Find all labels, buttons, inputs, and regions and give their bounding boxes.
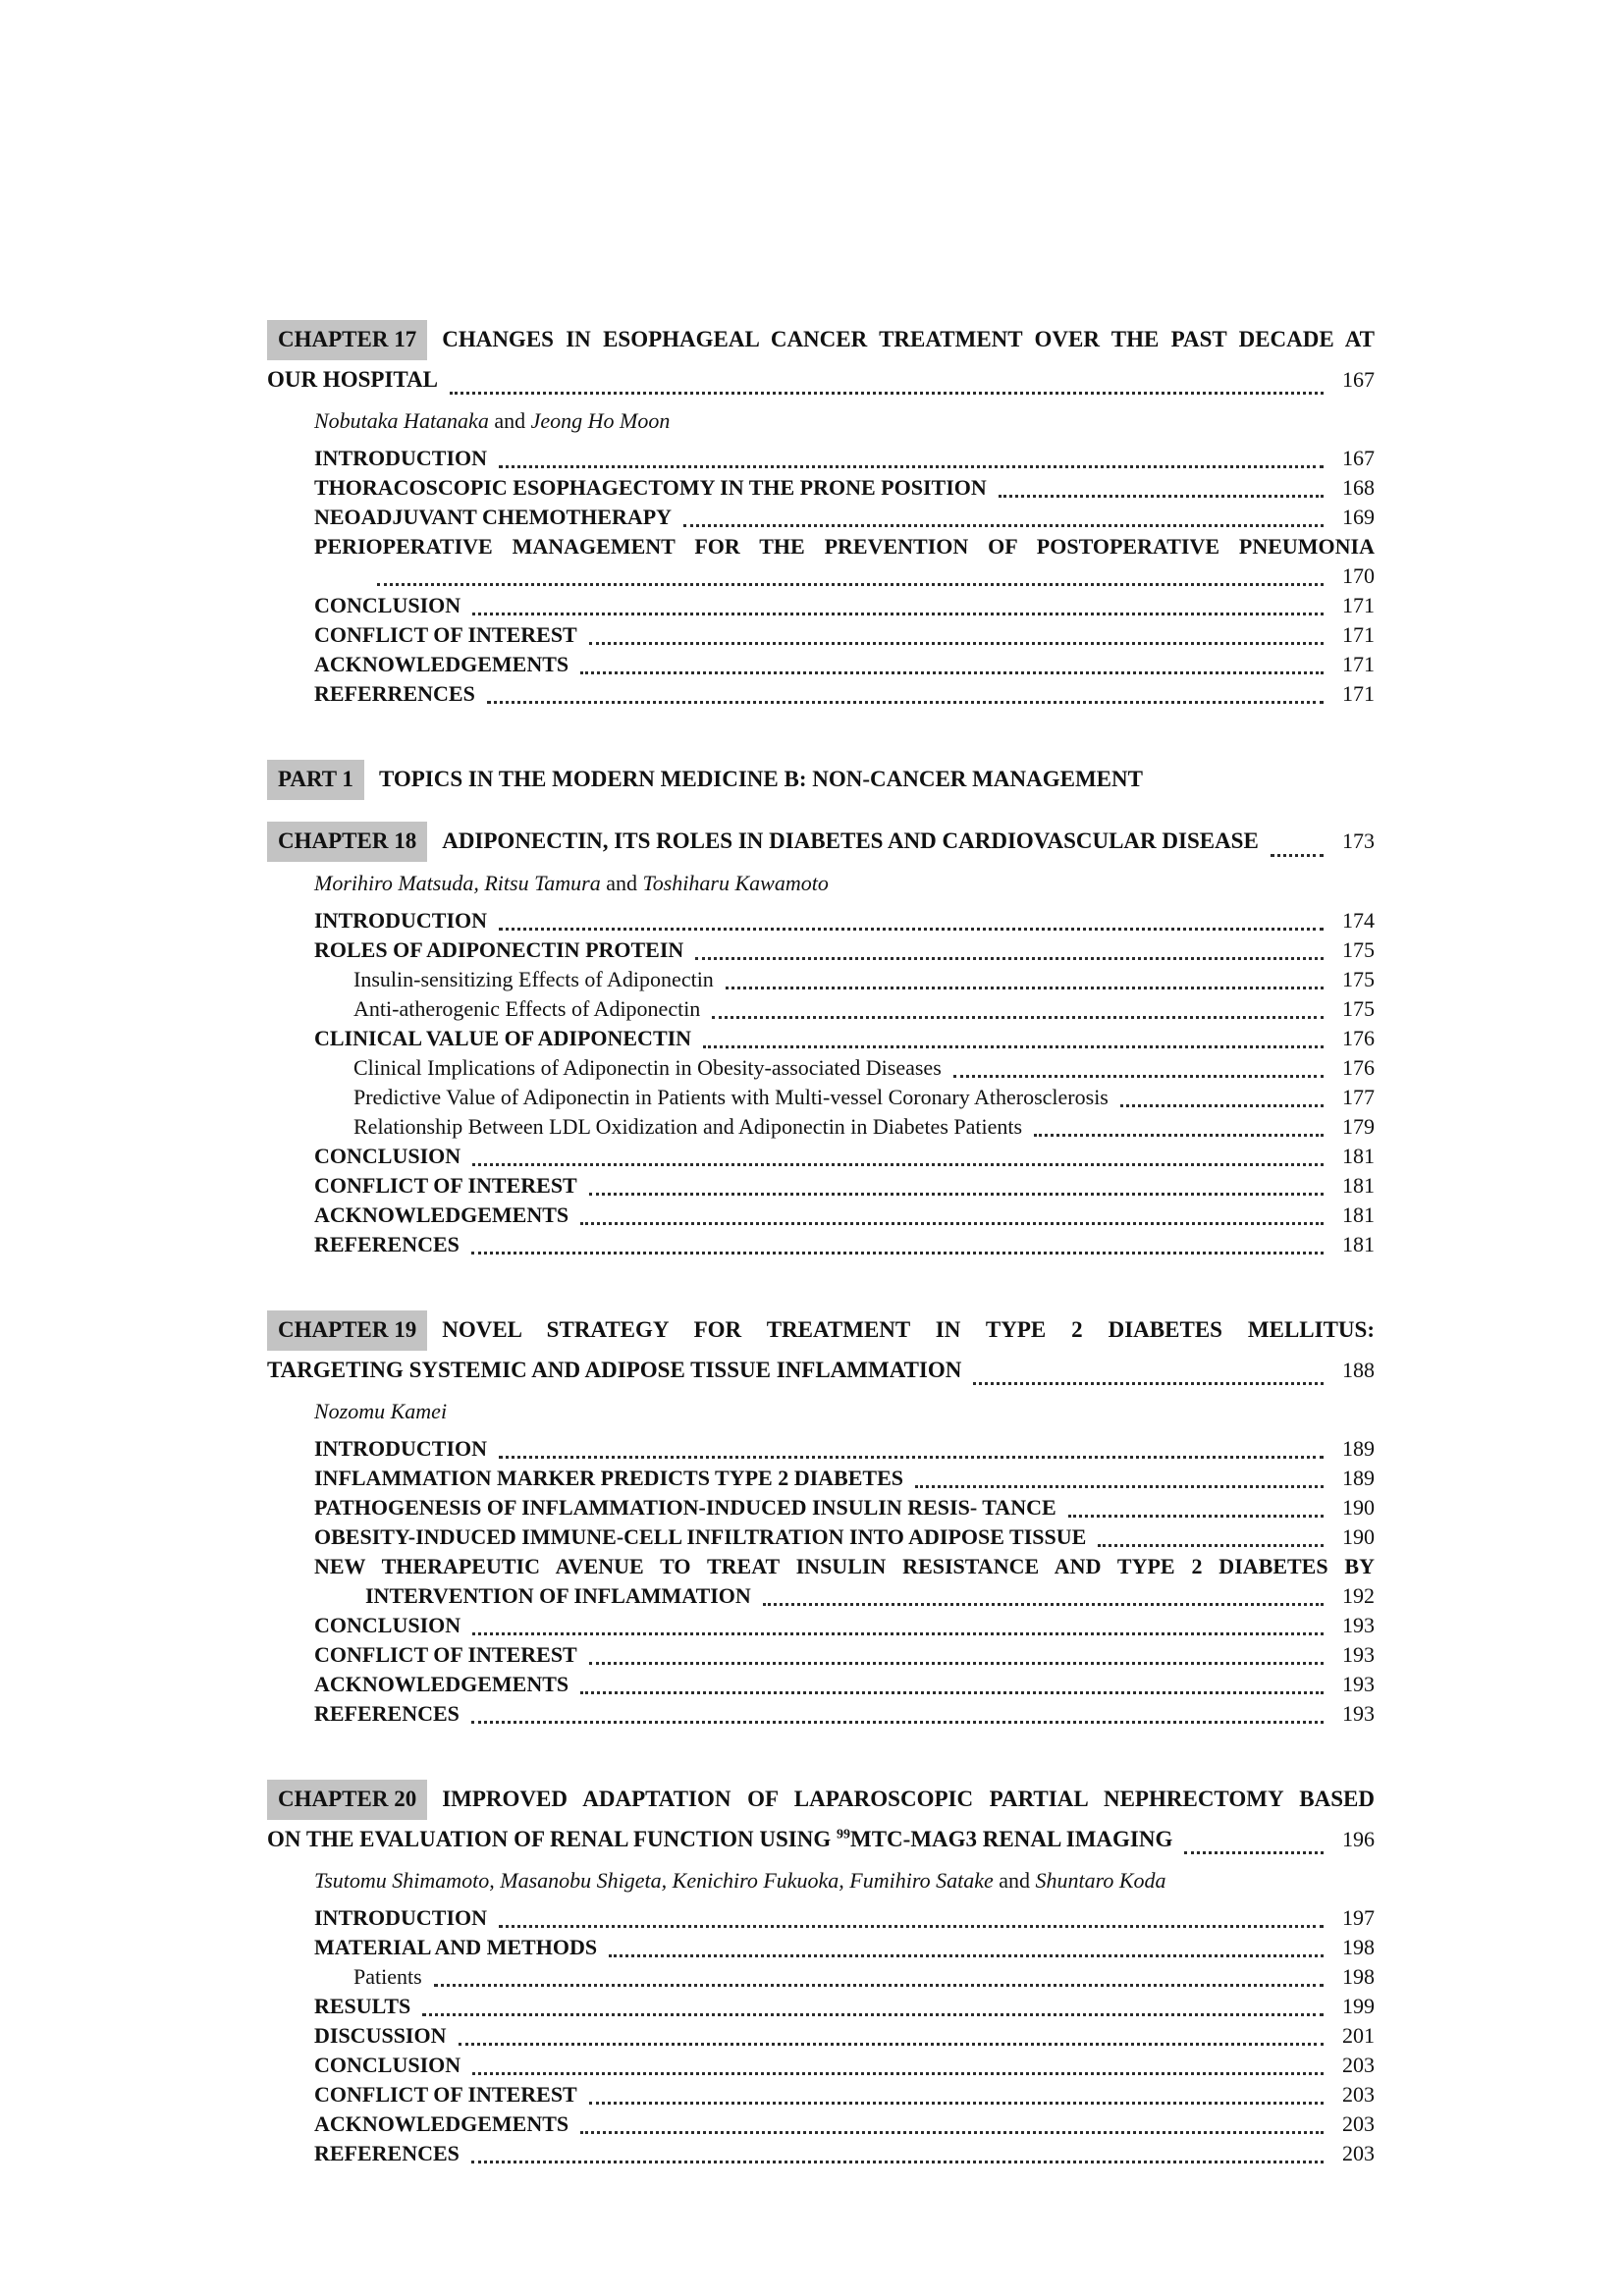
toc-entry: [267, 1112, 1375, 1142]
title-text: OUR HOSPITAL: [267, 367, 439, 392]
toc-entry: [267, 1434, 1375, 1464]
title-text: NOVEL STRATEGY FOR TREATMENT IN TYPE 2 DIABETES MELLITUS:: [442, 1317, 1375, 1342]
page-number: 203: [1342, 2053, 1375, 2077]
dotted-leader: [434, 1984, 1324, 1987]
toc-entry: [267, 2139, 1375, 2168]
page-number: 190: [1342, 1524, 1375, 1549]
entry-text: RESULTS: [314, 1994, 411, 2018]
author-conjunction: and: [488, 408, 531, 433]
page-number: 181: [1342, 1173, 1375, 1198]
toc-entry: [267, 2051, 1375, 2080]
entry-text: ROLES OF ADIPONECTIN PROTEIN: [314, 937, 684, 962]
author-name: Toshiharu Kawamoto: [642, 871, 829, 895]
page-number: 171: [1342, 622, 1375, 647]
toc-entry: [267, 532, 1375, 561]
entry-text: CONCLUSION: [314, 1613, 461, 1637]
entry-text: CONCLUSION: [314, 1144, 461, 1168]
toc-entry: [267, 1053, 1375, 1083]
author-name: Nozomu Kamei: [314, 1399, 448, 1423]
toc-entry: [267, 473, 1375, 503]
toc-entry: [267, 1670, 1375, 1699]
chapter-label: CHAPTER 20: [267, 1780, 427, 1820]
toc-entry: [267, 650, 1375, 679]
page-number: 170: [1342, 563, 1375, 588]
superscript-isotope: 99: [837, 1827, 850, 1842]
toc-content: [267, 320, 1375, 2219]
dotted-leader: [703, 1045, 1324, 1048]
dotted-leader: [1120, 1104, 1324, 1107]
page-number: 199: [1342, 1994, 1375, 2018]
dotted-leader: [472, 613, 1324, 615]
toc-entry: [267, 1522, 1375, 1552]
title-text: TOPICS IN THE MODERN MEDICINE B: NON-CANCER MANAGEMENT: [378, 767, 1143, 791]
dotted-leader: [589, 642, 1324, 645]
dotted-leader: [580, 1222, 1324, 1225]
entry-text: Anti-atherogenic Effects of Adiponectin: [353, 996, 701, 1021]
toc-entry: [267, 965, 1375, 994]
title-text: CHANGES IN ESOPHAGEAL CANCER TREATMENT OVER THE PAST DECADE AT: [442, 327, 1375, 351]
page-number: 171: [1342, 681, 1375, 706]
entry-text: CONCLUSION: [314, 2053, 461, 2077]
dotted-leader: [683, 524, 1324, 527]
chapter-title-line: [267, 360, 1375, 400]
dotted-leader: [589, 1662, 1324, 1665]
title-text-pre: ON THE EVALUATION OF RENAL FUNCTION USING: [267, 1827, 837, 1851]
author-conjunction: and: [600, 871, 643, 895]
entry-text: DISCUSSION: [314, 2023, 447, 2048]
dotted-leader: [763, 1603, 1324, 1606]
toc-section-chapter-17: [267, 320, 1375, 709]
authors-line: [267, 1393, 1375, 1429]
entry-text: OBESITY-INDUCED IMMUNE-CELL INFILTRATION INTO ADIPOSE TISSUE: [314, 1524, 1087, 1549]
dotted-leader: [377, 583, 1324, 586]
page-number: 188: [1342, 1358, 1375, 1382]
page-number: 193: [1342, 1613, 1375, 1637]
page-number: 169: [1342, 505, 1375, 529]
dotted-leader: [499, 465, 1324, 468]
toc-entry: [267, 1171, 1375, 1201]
authors-line: [267, 865, 1375, 901]
page-number: 203: [1342, 2111, 1375, 2136]
dotted-leader: [471, 1252, 1324, 1255]
entry-text: INFLAMMATION MARKER PREDICTS TYPE 2 DIABETES: [314, 1466, 903, 1490]
entry-text: INTRODUCTION: [314, 908, 488, 933]
chapter-label: CHAPTER 17: [267, 320, 427, 360]
page-number: 177: [1342, 1085, 1375, 1109]
author-conjunction: and: [993, 1868, 1036, 1893]
entry-text: CONCLUSION: [314, 593, 461, 617]
entry-text: REFERENCES: [314, 1701, 460, 1726]
page-number: 173: [1342, 828, 1375, 853]
toc-entries: [267, 906, 1375, 1259]
dotted-leader: [589, 1193, 1324, 1196]
toc-entry: [267, 994, 1375, 1024]
entry-text: ACKNOWLEDGEMENTS: [314, 1672, 569, 1696]
dotted-leader: [1034, 1134, 1324, 1137]
toc-entry: [267, 444, 1375, 473]
toc-entries: [267, 1434, 1375, 1729]
page-number: 176: [1342, 1055, 1375, 1080]
part-title-line: [267, 760, 1375, 800]
dotted-leader: [589, 2102, 1324, 2105]
entry-text: PATHOGENESIS OF INFLAMMATION-INDUCED INSULIN RESIS- TANCE: [314, 1495, 1056, 1520]
toc-section-chapter-19: [267, 1310, 1375, 1729]
entry-text: Clinical Implications of Adiponectin in Obesity-associated Diseases: [353, 1055, 942, 1080]
toc-section-part-1: [267, 760, 1375, 800]
toc-entry: [267, 620, 1375, 650]
entry-text: CONFLICT OF INTEREST: [314, 1642, 577, 1667]
entry-text: CONFLICT OF INTEREST: [314, 2082, 577, 2107]
page-number: 190: [1342, 1495, 1375, 1520]
page-number: 181: [1342, 1144, 1375, 1168]
page-number: 193: [1342, 1672, 1375, 1696]
page-number: 201: [1342, 2023, 1375, 2048]
dotted-leader: [712, 1016, 1324, 1019]
toc-entry: [267, 906, 1375, 935]
dotted-leader: [422, 2013, 1324, 2016]
dotted-leader: [1271, 854, 1324, 857]
toc-entry: [267, 1933, 1375, 1962]
dotted-leader: [726, 987, 1324, 989]
page-number: 197: [1342, 1905, 1375, 1930]
authors-line: [267, 402, 1375, 439]
dotted-leader: [953, 1075, 1324, 1078]
page-number: 189: [1342, 1466, 1375, 1490]
page-number: 198: [1342, 1964, 1375, 1989]
toc-entry: [267, 1083, 1375, 1112]
toc-entries: [267, 444, 1375, 709]
dotted-leader: [499, 1456, 1324, 1459]
toc-entry: [267, 1903, 1375, 1933]
title-text: TARGETING SYSTEMIC AND ADIPOSE TISSUE INFLAMMATION: [267, 1358, 962, 1382]
page-number: 193: [1342, 1642, 1375, 1667]
toc-entries: [267, 1903, 1375, 2168]
toc-entry: [267, 1699, 1375, 1729]
toc-entry: [267, 503, 1375, 532]
toc-entry: [267, 1962, 1375, 1992]
entry-text: CONFLICT OF INTEREST: [314, 1173, 577, 1198]
page-number: 175: [1342, 937, 1375, 962]
dotted-leader: [499, 928, 1324, 931]
dotted-leader: [472, 1632, 1324, 1635]
dotted-leader: [471, 1721, 1324, 1724]
entry-text: CONFLICT OF INTEREST: [314, 622, 577, 647]
page-number: 175: [1342, 996, 1375, 1021]
entry-text: ACKNOWLEDGEMENTS: [314, 652, 569, 676]
chapter-label: CHAPTER 19: [267, 1310, 427, 1351]
author-name: Jeong Ho Moon: [530, 408, 671, 433]
dotted-leader: [487, 701, 1324, 704]
toc-section-chapter-20: [267, 1780, 1375, 2168]
dotted-leader: [609, 1954, 1324, 1957]
toc-entry: [267, 591, 1375, 620]
page-number: 203: [1342, 2082, 1375, 2107]
title-text: [267, 1820, 1172, 1859]
dotted-leader: [999, 495, 1324, 498]
dotted-leader: [1068, 1515, 1324, 1518]
page-number: 193: [1342, 1701, 1375, 1726]
title-text: IMPROVED ADAPTATION OF LAPAROSCOPIC PARTIAL NEPHRECTOMY BASED: [442, 1787, 1375, 1811]
entry-text: Patients: [353, 1964, 422, 1989]
dotted-leader: [472, 1163, 1324, 1166]
toc-entry: [267, 1493, 1375, 1522]
chapter-label: CHAPTER 18: [267, 822, 427, 862]
part-label: PART 1: [267, 760, 364, 800]
author-name: Tsutomu Shimamoto, Masanobu Shigeta, Kenichiro Fukuoka, Fumihiro Satake: [314, 1868, 994, 1893]
page-number: 192: [1342, 1583, 1375, 1608]
toc-entry: [267, 1640, 1375, 1670]
authors-line: [267, 1862, 1375, 1898]
title-text: ADIPONECTIN, ITS ROLES IN DIABETES AND CARDIOVASCULAR DISEASE: [442, 828, 1259, 853]
toc-entry: [267, 1230, 1375, 1259]
toc-entry: [267, 679, 1375, 709]
chapter-title-line: [267, 1820, 1375, 1859]
page-number: 176: [1342, 1026, 1375, 1050]
toc-entry: [267, 935, 1375, 965]
entry-text: INTRODUCTION: [314, 1436, 488, 1461]
dotted-leader: [459, 2043, 1325, 2046]
entry-text: REFERENCES: [314, 1232, 460, 1256]
chapter-title-line: [267, 1780, 1375, 1820]
page-number: 181: [1342, 1232, 1375, 1256]
page-number: 196: [1342, 1827, 1375, 1851]
entry-text: Predictive Value of Adiponectin in Patients with Multi-vessel Coronary Atherosclerosis: [353, 1085, 1109, 1109]
chapter-title-line: [267, 1351, 1375, 1390]
author-name: Nobutaka Hatanaka: [314, 408, 489, 433]
entry-text: Relationship Between LDL Oxidization and Adiponectin in Diabetes Patients: [353, 1114, 1023, 1139]
entry-text: CLINICAL VALUE OF ADIPONECTIN: [314, 1026, 692, 1050]
author-name: Morihiro Matsuda, Ritsu Tamura: [314, 871, 601, 895]
entry-text: REFERRENCES: [314, 681, 475, 706]
entry-text: THORACOSCOPIC ESOPHAGECTOMY IN THE PRONE POSITION: [314, 475, 987, 500]
entry-text: Insulin-sensitizing Effects of Adiponectin: [353, 967, 714, 991]
toc-entry: [267, 2080, 1375, 2109]
toc-entry: [267, 561, 1375, 591]
dotted-leader: [471, 2161, 1324, 2163]
entry-text: NEW THERAPEUTIC AVENUE TO TREAT INSULIN RESISTANCE AND TYPE 2 DIABETES BY: [314, 1554, 1375, 1578]
title-text-post: MTC-MAG3 RENAL IMAGING: [850, 1827, 1173, 1851]
dotted-leader: [499, 1925, 1324, 1928]
dotted-leader: [580, 671, 1324, 674]
page-number: 175: [1342, 967, 1375, 991]
entry-text: MATERIAL AND METHODS: [314, 1935, 598, 1959]
dotted-leader: [472, 2072, 1324, 2075]
entry-text: NEOADJUVANT CHEMOTHERAPY: [314, 505, 673, 529]
dotted-leader: [695, 957, 1324, 960]
chapter-title-line: [267, 822, 1375, 862]
dotted-leader: [1098, 1544, 1324, 1547]
page-number: 171: [1342, 652, 1375, 676]
page-number: 181: [1342, 1202, 1375, 1227]
toc-entry: [267, 1464, 1375, 1493]
page-number: 167: [1342, 367, 1375, 392]
entry-text: REFERENCES: [314, 2141, 460, 2165]
toc-entry: [267, 1581, 1375, 1611]
toc-entry: [267, 1992, 1375, 2021]
toc-section-chapter-18: [267, 822, 1375, 1259]
author-name: Shuntaro Koda: [1035, 1868, 1166, 1893]
entry-text: ACKNOWLEDGEMENTS: [314, 1202, 569, 1227]
toc-entry: [267, 1552, 1375, 1581]
toc-entry: [267, 2109, 1375, 2139]
entry-text: PERIOPERATIVE MANAGEMENT FOR THE PREVENTION OF POSTOPERATIVE PNEUMONIA: [314, 534, 1375, 559]
entry-text: ACKNOWLEDGEMENTS: [314, 2111, 569, 2136]
page-number: 179: [1342, 1114, 1375, 1139]
entry-text: INTRODUCTION: [314, 446, 488, 470]
page-number: 198: [1342, 1935, 1375, 1959]
page-number: 171: [1342, 593, 1375, 617]
toc-entry: [267, 1611, 1375, 1640]
dotted-leader: [915, 1485, 1324, 1488]
page-number: 189: [1342, 1436, 1375, 1461]
dotted-leader: [973, 1382, 1324, 1385]
toc-entry: [267, 1142, 1375, 1171]
page-number: 174: [1342, 908, 1375, 933]
dotted-leader: [1184, 1851, 1324, 1854]
page-number: 167: [1342, 446, 1375, 470]
dotted-leader: [580, 2131, 1324, 2134]
toc-entry: [267, 1201, 1375, 1230]
page-number: 203: [1342, 2141, 1375, 2165]
page-number: 168: [1342, 475, 1375, 500]
toc-entry: [267, 1024, 1375, 1053]
chapter-title-line: [267, 1310, 1375, 1351]
chapter-title-line: [267, 320, 1375, 360]
dotted-leader: [450, 392, 1324, 395]
entry-text: INTRODUCTION: [314, 1905, 488, 1930]
entry-text: INTERVENTION OF INFLAMMATION: [365, 1583, 751, 1608]
toc-entry: [267, 2021, 1375, 2051]
dotted-leader: [580, 1691, 1324, 1694]
